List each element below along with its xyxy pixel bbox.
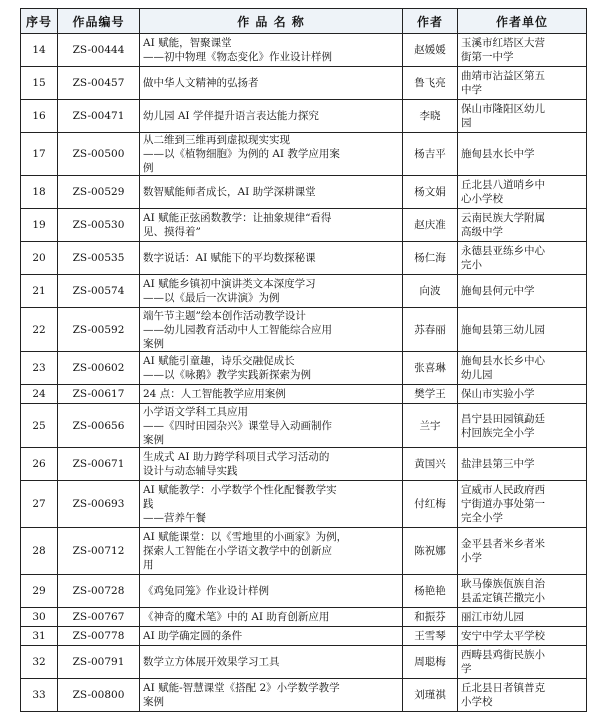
org-line: 宣威市人民政府西 — [461, 484, 545, 496]
org-line: 幼儿园 — [461, 369, 493, 381]
cell-id: ZS-00617 — [58, 385, 140, 404]
cell-org — [458, 481, 587, 528]
title-line: ——初中物理《物态变化》作业设计样例 — [143, 51, 332, 63]
cell-no: 23 — [21, 352, 58, 385]
title-line: AI 助学确定圆的条件 — [143, 630, 243, 642]
org-line: 心小学校 — [461, 193, 503, 205]
org-line: 施甸县第三幼儿园 — [461, 323, 545, 336]
cell-id: ZS-00444 — [58, 34, 140, 67]
header-author: 作者 — [403, 9, 458, 34]
cell-no: 32 — [21, 646, 58, 679]
title-line: 数字说话：AI 赋能下的平均数探秘课 — [143, 252, 316, 264]
title-line: AI 赋能课堂：以《雪地里的小画家》为例， — [143, 531, 348, 543]
table-row — [21, 575, 587, 608]
table-row — [21, 608, 587, 627]
cell-title — [140, 627, 403, 646]
cell-org — [458, 176, 587, 209]
table-row — [21, 133, 587, 176]
title-line: 探索人工智能在小学语文教学中的创新应 — [143, 545, 332, 557]
cell-id: ZS-00656 — [58, 404, 140, 448]
cell-no: 15 — [21, 67, 58, 100]
cell-title — [140, 176, 403, 209]
header-title: 作 品 名 称 — [140, 9, 403, 34]
awards-table — [20, 8, 587, 712]
cell-author: 王雪琴 — [403, 627, 458, 646]
org-line: 小学校 — [461, 696, 493, 708]
org-line: 村回族完全小学 — [461, 426, 535, 439]
title-line: AI 赋能乡镇初中演讲类文本深度学习 — [143, 278, 316, 290]
cell-id: ZS-00535 — [58, 242, 140, 275]
table-row — [21, 404, 587, 448]
org-line: 中学 — [461, 84, 482, 96]
cell-title — [140, 67, 403, 100]
org-line: 保山市隆阳区幼儿 — [461, 103, 545, 115]
title-line: 例 — [143, 162, 154, 174]
header-org: 作者单位 — [458, 9, 587, 34]
org-line: 安宁中学太平学校 — [461, 630, 545, 642]
cell-no: 18 — [21, 176, 58, 209]
cell-org — [458, 608, 587, 627]
cell-no: 33 — [21, 679, 58, 712]
cell-title — [140, 352, 403, 385]
org-line: 街第一中学 — [461, 51, 514, 63]
cell-author: 杨仁海 — [403, 242, 458, 275]
cell-author: 向波 — [403, 275, 458, 308]
title-line: 端午节主题”绘本创作活动教学设计 — [143, 309, 306, 322]
org-line: 学 — [461, 663, 472, 675]
org-line: 丘北县八道哨乡中 — [461, 179, 545, 191]
org-line: 施甸县水长中学 — [461, 148, 535, 160]
title-line: ——以《咏鹅》教学实践新探索为例 — [143, 369, 311, 381]
cell-org — [458, 242, 587, 275]
cell-title — [140, 575, 403, 608]
table-row — [21, 275, 587, 308]
cell-no: 28 — [21, 528, 58, 575]
cell-author: 苏春丽 — [403, 308, 458, 352]
title-line: ——以《植物细胞》为例的 AI 教学应用案 — [143, 148, 340, 160]
cell-id: ZS-00712 — [58, 528, 140, 575]
table-row — [21, 100, 587, 133]
cell-author: 鲁飞亮 — [403, 67, 458, 100]
cell-no: 19 — [21, 209, 58, 242]
cell-id: ZS-00671 — [58, 448, 140, 481]
title-line: 从二维到三维再到虚拟现实实现 — [143, 134, 290, 146]
title-line: 幼儿园 AI 学伴提升语言表达能力探究 — [143, 110, 319, 122]
cell-id: ZS-00574 — [58, 275, 140, 308]
org-line: 丘北县日者镇普克 — [461, 682, 545, 694]
title-line: 24 点：人工智能教学应用案例 — [143, 388, 286, 400]
table-row — [21, 176, 587, 209]
cell-author: 付红梅 — [403, 481, 458, 528]
title-line: ——幼儿园教育活动中人工智能综合应用 — [143, 323, 332, 336]
title-line: 数智赋能师者成长，AI 助学深耕课堂 — [143, 186, 316, 198]
cell-author: 杨艳艳 — [403, 575, 458, 608]
cell-id: ZS-00602 — [58, 352, 140, 385]
cell-title — [140, 242, 403, 275]
cell-no: 25 — [21, 404, 58, 448]
org-line: 园 — [461, 117, 472, 129]
cell-org — [458, 627, 587, 646]
cell-no: 22 — [21, 308, 58, 352]
cell-author: 兰宇 — [403, 404, 458, 448]
cell-id: ZS-00530 — [58, 209, 140, 242]
table-row — [21, 67, 587, 100]
title-line: ——营养午餐 — [143, 512, 206, 524]
cell-author: 刘瑾祺 — [403, 679, 458, 712]
title-line: AI 赋能引童趣，诗乐交融促成长 — [143, 355, 295, 367]
cell-author: 周聪梅 — [403, 646, 458, 679]
cell-author: 赵庆准 — [403, 209, 458, 242]
title-line: AI 赋能，智聚课堂 — [143, 37, 232, 49]
cell-title — [140, 679, 403, 712]
table-row — [21, 242, 587, 275]
cell-org — [458, 385, 587, 404]
cell-id: ZS-00778 — [58, 627, 140, 646]
title-line: 践 — [143, 498, 154, 510]
org-line: 保山市实验小学 — [461, 388, 535, 400]
cell-title — [140, 646, 403, 679]
cell-id: ZS-00791 — [58, 646, 140, 679]
cell-title — [140, 481, 403, 528]
title-line: 《神奇的魔术笔》中的 AI 助育创新应用 — [143, 611, 330, 623]
cell-title — [140, 100, 403, 133]
header-id: 作品编号 — [58, 9, 140, 34]
cell-id: ZS-00500 — [58, 133, 140, 176]
org-line: 施甸县水长乡中心 — [461, 355, 545, 367]
org-line: 盐津县第三中学 — [461, 458, 535, 470]
cell-title — [140, 404, 403, 448]
cell-author: 和振芬 — [403, 608, 458, 627]
title-line: 设计与动态辅导实践 — [143, 465, 238, 477]
cell-id: ZS-00728 — [58, 575, 140, 608]
cell-title — [140, 528, 403, 575]
table-row — [21, 34, 587, 67]
org-line: 施甸县何元中学 — [461, 285, 535, 297]
cell-org — [458, 275, 587, 308]
table-body — [21, 34, 587, 712]
cell-org — [458, 100, 587, 133]
title-line: AI 赋能教学：小学数学个性化配餐教学实 — [143, 484, 337, 496]
cell-id: ZS-00592 — [58, 308, 140, 352]
table-row — [21, 646, 587, 679]
cell-no: 29 — [21, 575, 58, 608]
cell-id: ZS-00693 — [58, 481, 140, 528]
cell-id: ZS-00767 — [58, 608, 140, 627]
table-row — [21, 481, 587, 528]
cell-org — [458, 448, 587, 481]
org-line: 永德县亚练乡中心 — [461, 245, 545, 257]
title-line: 案例 — [143, 433, 164, 446]
table-row — [21, 308, 587, 352]
title-line: 数学立方体展开效果学习工具 — [143, 656, 280, 668]
cell-author: 陈祝娜 — [403, 528, 458, 575]
cell-author: 赵媛媛 — [403, 34, 458, 67]
org-line: 丽江市幼儿园 — [461, 611, 524, 623]
cell-no: 16 — [21, 100, 58, 133]
table-row — [21, 627, 587, 646]
cell-org — [458, 308, 587, 352]
cell-org — [458, 646, 587, 679]
cell-author: 黄国兴 — [403, 448, 458, 481]
cell-org — [458, 352, 587, 385]
title-line: 用 — [143, 559, 154, 571]
cell-no: 14 — [21, 34, 58, 67]
title-line: 生成式 AI 助力跨学科项目式学习活动的 — [143, 451, 330, 463]
header-no: 序号 — [21, 9, 58, 34]
cell-no: 26 — [21, 448, 58, 481]
cell-org — [458, 575, 587, 608]
cell-title — [140, 275, 403, 308]
cell-id: ZS-00529 — [58, 176, 140, 209]
org-line: 金平县者米乡者米 — [461, 538, 545, 550]
cell-title — [140, 385, 403, 404]
org-line: 耿马傣族佤族自治 — [461, 578, 545, 590]
table-row — [21, 528, 587, 575]
cell-org — [458, 34, 587, 67]
cell-title — [140, 448, 403, 481]
cell-author: 杨文娟 — [403, 176, 458, 209]
cell-no: 20 — [21, 242, 58, 275]
cell-org — [458, 679, 587, 712]
cell-title — [140, 133, 403, 176]
cell-no: 30 — [21, 608, 58, 627]
cell-no: 27 — [21, 481, 58, 528]
cell-id: ZS-00471 — [58, 100, 140, 133]
org-line: 高级中学 — [461, 226, 503, 238]
cell-title — [140, 209, 403, 242]
title-line: 见、摸得着” — [143, 226, 201, 238]
org-line: 云南民族大学附属 — [461, 212, 545, 224]
title-line: 案例 — [143, 696, 164, 708]
table-header-row — [21, 9, 587, 34]
title-line: AI 赋能正弦函数教学：让抽象规律“看得 — [143, 212, 332, 224]
title-line: 小学语文学科工具应用 — [143, 405, 248, 418]
cell-title — [140, 608, 403, 627]
cell-no: 17 — [21, 133, 58, 176]
table-row — [21, 679, 587, 712]
org-line: 宁街道办事处第一 — [461, 498, 545, 510]
title-line: ——以《最后一次讲演》为例 — [143, 292, 280, 304]
org-line: 曲靖市沾益区第五 — [461, 70, 545, 82]
org-line: 完小 — [461, 259, 482, 271]
table-row — [21, 448, 587, 481]
cell-id: ZS-00457 — [58, 67, 140, 100]
cell-author: 樊学王 — [403, 385, 458, 404]
table-row — [21, 385, 587, 404]
table-row — [21, 352, 587, 385]
title-line: 《鸡兔同笼》作业设计样例 — [143, 585, 269, 597]
org-line: 玉溪市红塔区大营 — [461, 37, 545, 49]
cell-org — [458, 133, 587, 176]
cell-author: 李晓 — [403, 100, 458, 133]
cell-author: 张喜琳 — [403, 352, 458, 385]
org-line: 西畴县鸡街民族小 — [461, 649, 545, 661]
title-line: 做中华人文精神的弘扬者 — [143, 77, 259, 89]
cell-no: 24 — [21, 385, 58, 404]
org-line: 昌宁县田园镇勐廷 — [461, 412, 545, 425]
cell-org — [458, 209, 587, 242]
cell-org — [458, 67, 587, 100]
cell-org — [458, 528, 587, 575]
org-line: 小学 — [461, 552, 482, 564]
cell-title — [140, 308, 403, 352]
org-line: 完全小学 — [461, 512, 503, 524]
cell-title — [140, 34, 403, 67]
cell-org — [458, 404, 587, 448]
title-line: AI 赋能-智慧课堂《搭配 2》小学数学教学 — [143, 682, 340, 694]
awards-table-container — [20, 8, 586, 712]
title-line: ——《四时田园杂兴》课堂导入动画制作 — [143, 419, 332, 432]
table-row — [21, 209, 587, 242]
org-line: 县孟定镇芒撒完小 — [461, 592, 545, 604]
cell-no: 31 — [21, 627, 58, 646]
cell-id: ZS-00800 — [58, 679, 140, 712]
cell-no: 21 — [21, 275, 58, 308]
title-line: 案例 — [143, 337, 164, 350]
cell-author: 杨吉平 — [403, 133, 458, 176]
